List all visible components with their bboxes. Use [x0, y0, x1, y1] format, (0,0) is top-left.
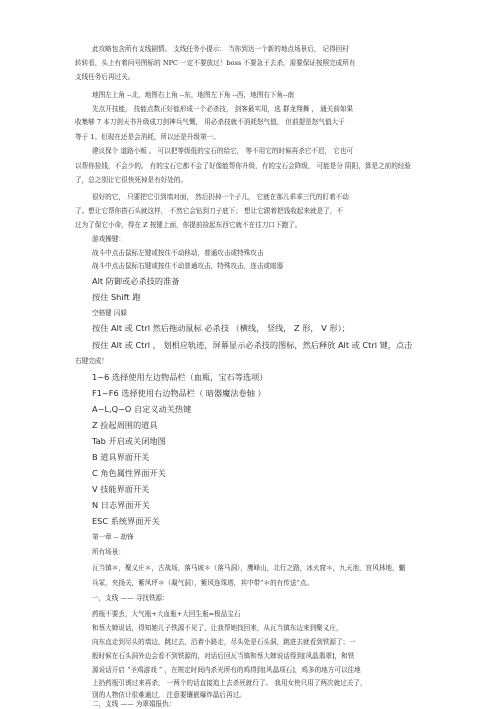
- key-binding-line: V 技能界面开关: [92, 484, 150, 494]
- key-binding-line: 按住 Shift 跑: [92, 292, 141, 302]
- chapter-heading: 第一章 -- 劫锋: [92, 533, 134, 541]
- text-line: 转转看，头上有着问号图标的 NPC 一定不要放过！boss 不要急于去杀，需要保证按照完成所有: [75, 59, 356, 67]
- text-line: 先点开技能， 技能点数正好能形成一个必杀技， 剑客最实用，选 群龙翔舞 ， 通关前如果: [92, 105, 354, 113]
- text-line: 般时候在石头洞外边会看不到铁源的，对话后回瓦当镇和蔡大婶说话得到[风晶翡翠]，和铁: [92, 652, 355, 660]
- text-line: 收集够 7 本刀剑天书升级成刀剑神兵气慨， 用必杀技就不消耗怒气值， 但前提是怒气值大于: [75, 118, 345, 126]
- text-line: 了。想让它帮你搭石头就这样， 不然它会钻到刀子底下； 想让它跟着把钱收起来就是了，不: [75, 207, 343, 215]
- key-binding-line: 按住 Alt 或 Ctrl 然后拖动鼠标 必杀技 （横线， 竖线， Z 形， V 形）；: [92, 323, 350, 333]
- text-line: 很好的它， 只要把它引到墙对面， 然后扔掉一个子儿， 它就在那儿乖乖三代的盯着不动: [92, 193, 349, 201]
- key-binding-line: B 道具界面开关: [92, 452, 150, 462]
- key-binding-line: F1~F6 选择使用右边物品栏（ 暗器魔法卷轴 ）: [92, 388, 266, 398]
- text-line: 以帮你捡钱，不会少的。 有的宝石它都不会了好像能帮你升级，有的宝石会降级， 可能是分 阴阳，算是之前的经验: [75, 162, 411, 170]
- key-binding-line: A~L,Q~O 自定义动关热键: [92, 404, 192, 414]
- section-heading: 游戏操键：: [92, 235, 125, 243]
- text-line: 兵冢，夹扬关，紫风坪＊（凝气洞），紫风连珠塔，其中带“＊的有传送”点。: [92, 579, 314, 587]
- key-binding-line: 空格键 闪躲: [92, 309, 128, 317]
- text-line: 等于 1。但现在还是会消耗，所以还是升级第一。: [75, 133, 220, 141]
- key-binding-line: C 角色属性界面开关: [92, 468, 166, 478]
- text-line: 支线任务后再过关。: [75, 73, 135, 81]
- text-line: 药瓶不要丢，大气瓶+大血瓶+大回生瓶=极品宝石: [92, 610, 241, 618]
- quest-heading: 二，支线 —— 为翠娟报仇：: [92, 700, 176, 708]
- text-line: 和蔡大婶说话，得知她儿子铁源不见了，让我帮她找回来，从瓦当镇东边来到聚义庄，: [92, 624, 343, 632]
- key-binding-line: 1~6 选择使用左边物品栏（血瓶，宝石等选项）: [92, 372, 268, 382]
- key-binding-line: N 日志界面开关: [92, 500, 150, 510]
- key-binding-line: Z 捡起周围的道具: [92, 420, 158, 430]
- text-line: 向东直走到尽头的墙边，跳过去，沿着小路走，尽头处是石头洞，跳进去就看到铁源了；一: [92, 638, 356, 646]
- quest-heading: 一，支线 —— 寻找铁源：: [92, 594, 169, 602]
- key-binding-line: ESC 系统界面开关: [92, 516, 160, 526]
- text-line: 过为了保它小命，得在 Z 按键上面，你提前捡起东西它就不在往刀口下跑了。: [75, 221, 302, 229]
- text-line: 此攻略包含所有支线剧情。 支线任务小提示： 当你到达一个新的地点场景后， 记得回村: [92, 45, 349, 53]
- text-line: 了，总之别让它很快死掉是有好处的。: [75, 176, 188, 184]
- text-line: 战斗中点击鼠标左键或按住不动移动，普通攻击或特殊攻击: [92, 249, 264, 257]
- key-binding-line: Tab 开启或关闭地图: [92, 436, 166, 446]
- key-binding-line: 按住 Alt 或 Ctrl ， 划相应轨迹，屏幕显示必杀技的图标，然后释放 Alt 或 Ctrl 键，点击: [92, 340, 413, 350]
- text-line: 右键完成！: [75, 357, 108, 365]
- text-line: 源说话开启 “圣鸡游戏 ” ，在规定时间内杀光所有的鸡得到[风晶项石]，鸡多的地方可以往地: [92, 666, 361, 674]
- text-line: 上扔药瓶引诱过来再杀， 一两个的话直接追上去杀死就行了。 我用女侠只用了两次就过关了，: [92, 679, 367, 687]
- text-line: 建议保个 道路小贩 。 可以把等级低的宝石的给它， 等不用它的时候再杀它不迟， 它也可: [92, 147, 354, 155]
- text-line: 所有场景：: [92, 548, 125, 556]
- text-line: 瓦当镇＊，聚义庄＊，古战场，落马坡＊（落马洞），鹰峰山，北行之路，冰火窟＊，九天池，宫风林地，魍: [92, 564, 406, 572]
- text-line: 地图左上角 --北，地图右上角 --东，地图左下角 --西，地图右下角--南: [92, 91, 295, 99]
- text-line: 战斗中点击鼠标右键或按住不动普通攻击，特殊攻击，连击或暗器: [92, 262, 284, 270]
- key-binding-line: Alt 防御或必杀技的准备: [92, 276, 180, 286]
- text-line: 别的人物估计很难通过， 注意要镶嵌爆炸晶后再过。: [92, 691, 246, 699]
